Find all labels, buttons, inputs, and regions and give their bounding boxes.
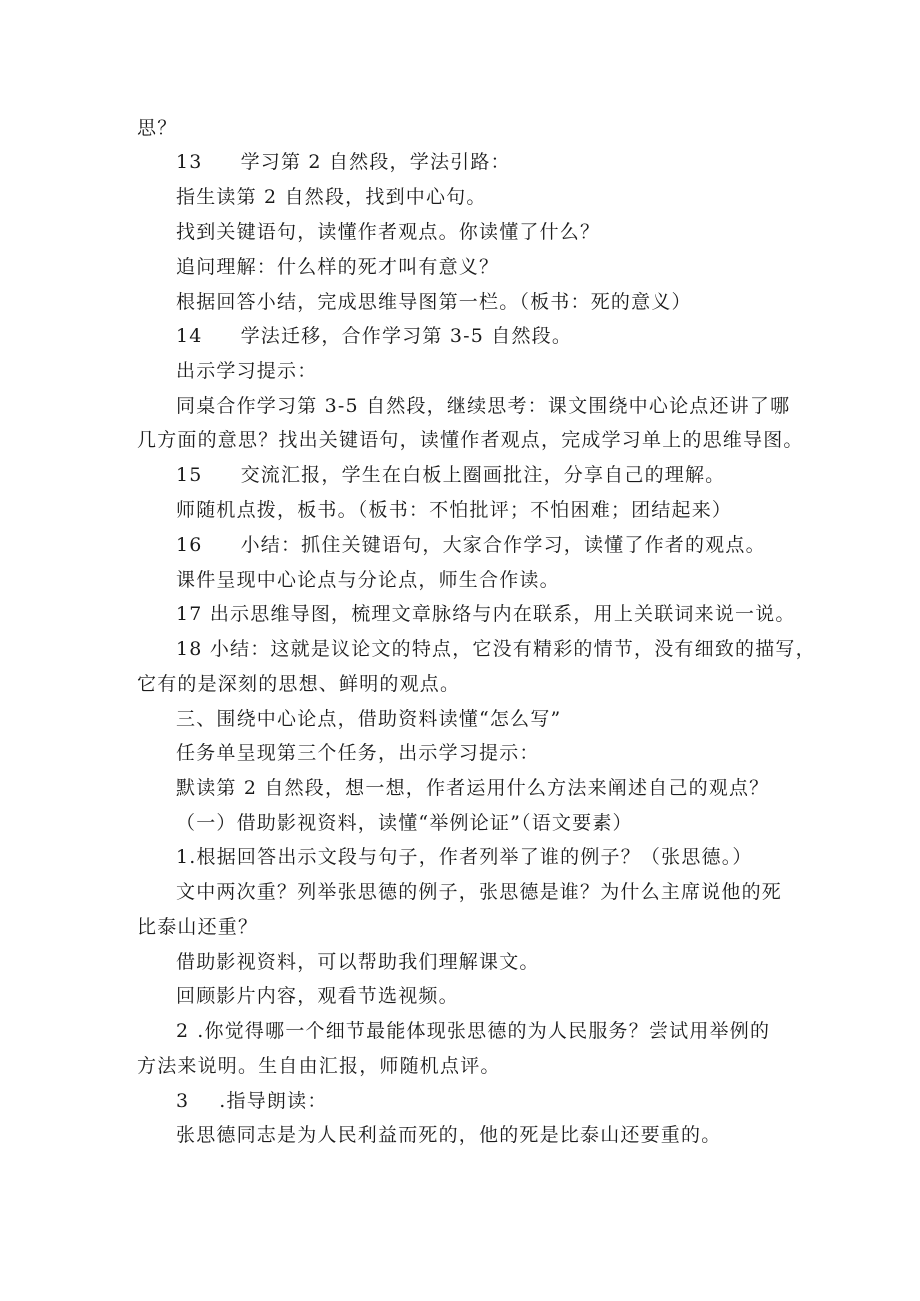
line-text: 出示学习提示： — [176, 360, 318, 382]
text-line — [176, 776, 920, 800]
numbered-step — [176, 150, 920, 174]
numbered-step — [176, 1019, 920, 1043]
step-number: 16 — [176, 534, 203, 556]
step-text: 交流汇报，学生在白板上圈画批注，分享自己的理解。 — [240, 464, 726, 486]
text-line — [176, 741, 920, 765]
text-line — [176, 880, 920, 904]
line-text: 任务单呈现第三个任务，出示学习提示： — [176, 742, 540, 764]
line-text: 课件呈现中心论点与分论点，师生合作读。 — [176, 569, 560, 591]
numbered-step — [176, 324, 920, 348]
text-line — [137, 116, 920, 140]
step-number: 14 — [176, 325, 203, 347]
line-text: 它有的是深刻的思想、鲜明的观点。 — [137, 673, 461, 695]
line-text: 几方面的意思？找出关键语句，读懂作者观点，完成学习单上的思维导图。 — [137, 429, 804, 451]
text-line — [137, 428, 920, 452]
line-text: 指生读第 2 自然段，找到中心句。 — [176, 186, 487, 208]
text-line — [176, 1123, 920, 1147]
line-text: 默读第 2 自然段，想一想，作者运用什么方法来阐述自己的观点？ — [176, 777, 770, 799]
step-text: 小结：抓住关键语句，大家合作学习，读懂了作者的观点。 — [240, 534, 766, 556]
text-line — [176, 359, 920, 383]
numbered-step — [176, 463, 920, 487]
text-line — [176, 255, 920, 279]
heading-text: 三、围绕中心论点，借助资料读懂“怎么写” — [176, 708, 562, 730]
line-text: 比泰山还重？ — [137, 916, 259, 938]
text-line — [176, 845, 920, 869]
text-line — [176, 394, 920, 418]
text-line — [176, 185, 920, 209]
line-text: 找到关键语句，读懂作者观点。你读懂了什么？ — [176, 221, 601, 243]
step-number: 15 — [176, 464, 203, 486]
line-text: 1.根据回答出示文段与句子，作者列举了谁的例子？（张思德。） — [176, 846, 753, 868]
line-text: 17 出示思维导图，梳理文章脉络与内在联系，用上关联词来说一说。 — [176, 603, 796, 625]
text-line — [176, 984, 920, 1008]
step-number: 13 — [176, 151, 203, 173]
numbered-step — [176, 533, 920, 557]
line-text: 方法来说明。生自由汇报，师随机点评。 — [137, 1055, 501, 1077]
heading-text: （一）借助影视资料，读懂“举例论证”（语文要素） — [176, 812, 633, 834]
text-line — [137, 672, 920, 696]
line-text: 回顾影片内容，观看节选视频。 — [176, 985, 459, 1007]
step-number: 3 — [176, 1090, 190, 1112]
section-heading — [176, 707, 920, 731]
line-text: 师随机点拨，板书。（板书：不怕批评；不怕困难；团结起来） — [176, 499, 733, 521]
text-line — [176, 290, 920, 314]
line-text: 文中两次重？列举张思德的例子，张思德是谁？为什么主席说他的死 — [176, 881, 783, 903]
step-text: 学习第 2 自然段，学法引路： — [240, 151, 511, 173]
subsection-heading — [176, 811, 920, 835]
line-text: 同桌合作学习第 3-5 自然段，继续思考：课文围绕中心论点还讲了哪 — [176, 395, 791, 417]
step-number: 2 — [176, 1020, 190, 1042]
line-text: 思？ — [137, 117, 178, 139]
text-line — [176, 637, 920, 661]
text-line — [176, 602, 920, 626]
numbered-step — [176, 1089, 920, 1113]
text-line — [176, 220, 920, 244]
text-line — [176, 568, 920, 592]
text-line — [137, 915, 920, 939]
step-text: 学法迁移，合作学习第 3-5 自然段。 — [240, 325, 573, 347]
line-text: 追问理解：什么样的死才叫有意义？ — [176, 256, 500, 278]
line-text: 借助影视资料，可以帮助我们理解课文。 — [176, 951, 540, 973]
text-line — [137, 1054, 920, 1078]
line-text: 张思德同志是为人民利益而死的，他的死是比泰山还要重的。 — [176, 1124, 722, 1146]
line-text: 根据回答小结，完成思维导图第一栏。（板书：死的意义） — [176, 291, 692, 313]
line-text: 18 小结：这就是议论文的特点，它没有精彩的情节，没有细致的描写， — [176, 638, 816, 660]
step-text: .你觉得哪一个细节最能体现张思德的为人民服务？尝试用举例的 — [197, 1020, 771, 1042]
step-text: .指导朗读： — [219, 1090, 328, 1112]
text-line — [176, 950, 920, 974]
text-line — [176, 498, 920, 522]
